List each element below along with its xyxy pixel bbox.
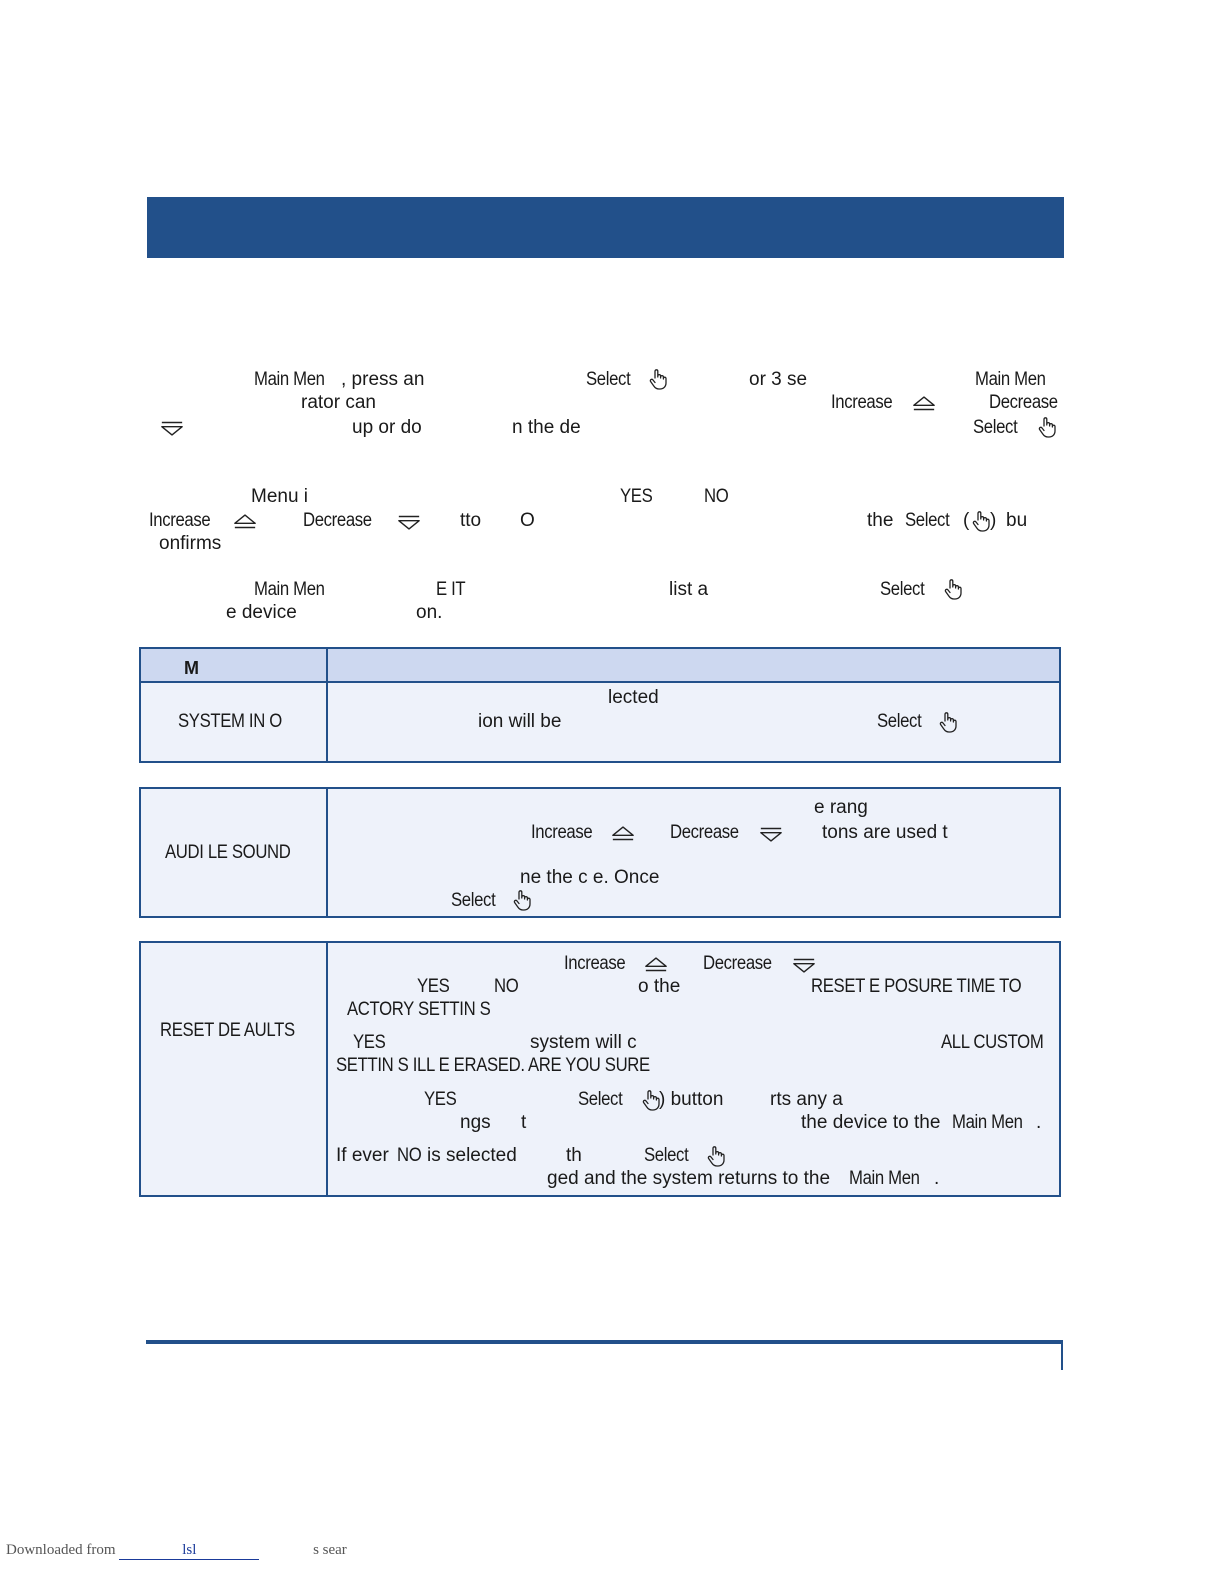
text-fragment: list a — [669, 579, 709, 600]
text-fragment: is selected — [427, 1145, 517, 1166]
text-fragment: ion will be — [478, 711, 562, 732]
text-fragment: bu — [1006, 510, 1028, 531]
table-header-divider — [326, 649, 328, 681]
text-fragment: or 3 se — [749, 369, 808, 390]
no-label: NO — [494, 976, 519, 997]
text-fragment: e rang — [814, 797, 868, 818]
down-arrow-icon — [160, 420, 184, 437]
increase-label: Increase — [531, 822, 593, 843]
pointing-hand-icon — [706, 1145, 726, 1167]
down-arrow-icon — [792, 957, 816, 974]
select-label: Select — [644, 1145, 689, 1166]
no-label: NO — [397, 1145, 422, 1166]
exit-label: E IT — [436, 579, 466, 600]
up-arrow-icon — [912, 395, 936, 412]
text-fragment: ( — [963, 510, 970, 531]
text-fragment: tto — [460, 510, 482, 531]
section-header-band — [147, 197, 1064, 258]
select-label: Select — [877, 711, 922, 732]
text-fragment: , press an — [341, 369, 425, 390]
text-fragment: th — [566, 1145, 582, 1166]
text-fragment: on. — [416, 602, 443, 623]
downloaded-from-text: Downloaded from — [6, 1542, 116, 1558]
up-arrow-icon — [233, 513, 257, 530]
increase-label: Increase — [831, 392, 893, 413]
up-arrow-icon — [611, 825, 635, 842]
text-fragment: . — [934, 1168, 940, 1189]
select-label: Select — [973, 417, 1018, 438]
text-fragment: rator can — [301, 392, 376, 413]
pointing-hand-icon — [648, 368, 668, 390]
text-fragment: O — [520, 510, 535, 531]
select-label: Select — [880, 579, 925, 600]
main-menu-label: Main Men — [254, 579, 325, 600]
yes-label: YES — [353, 1032, 386, 1053]
text-fragment: ne the c e. Once — [520, 867, 660, 888]
text-fragment: ) button — [659, 1089, 724, 1110]
select-label: Select — [586, 369, 631, 390]
pointing-hand-icon — [943, 578, 963, 600]
footer-rule-tick — [1061, 1340, 1063, 1370]
increase-label: Increase — [149, 510, 211, 531]
text-fragment: onfirms — [159, 533, 222, 554]
pointing-hand-icon — [512, 889, 532, 911]
pointing-hand-icon — [1037, 416, 1057, 438]
text-fragment: system will c — [530, 1032, 637, 1053]
footer-rule — [146, 1340, 1063, 1344]
text-fragment: t — [521, 1112, 527, 1133]
text-fragment: e device — [226, 602, 297, 623]
down-arrow-icon — [397, 514, 421, 531]
decrease-label: Decrease — [703, 953, 772, 974]
row-label-audible-sound: AUDI LE SOUND — [165, 842, 291, 863]
text-fragment: the — [867, 510, 894, 531]
decrease-label: Decrease — [670, 822, 739, 843]
text-fragment: tons are used t — [822, 822, 948, 843]
main-menu-label: Main Men — [254, 369, 325, 390]
text-fragment: ) — [990, 510, 997, 531]
download-source-line — [6, 1542, 347, 1560]
reset-prompt-text: ACTORY SETTIN S — [347, 999, 491, 1020]
select-label: Select — [905, 510, 950, 531]
yes-label: YES — [417, 976, 450, 997]
source-link[interactable]: lsl — [119, 1542, 259, 1560]
text-fragment: Menu i — [251, 486, 309, 507]
up-arrow-icon — [644, 956, 668, 973]
text-fragment: up or do — [352, 417, 422, 438]
text-fragment: . — [1036, 1112, 1042, 1133]
reset-defaults-table — [139, 941, 1061, 1197]
warning-text: ALL CUSTOM — [941, 1032, 1044, 1053]
text-fragment: ged and the system returns to the — [547, 1168, 831, 1189]
main-menu-label: Main Men — [849, 1168, 920, 1189]
text-fragment: the device to the — [801, 1112, 941, 1133]
text-fragment: lected — [608, 687, 659, 708]
table-label-cell — [141, 943, 328, 1195]
table-header-label: M — [184, 658, 199, 678]
select-label: Select — [578, 1089, 623, 1110]
no-label: NO — [704, 486, 729, 507]
pointing-hand-icon — [938, 711, 958, 733]
main-menu-label: Main Men — [952, 1112, 1023, 1133]
pointing-hand-icon — [971, 510, 991, 532]
main-menu-label: Main Men — [975, 369, 1046, 390]
audible-sound-table — [139, 787, 1061, 918]
down-arrow-icon — [759, 826, 783, 843]
text-fragment: If ever — [336, 1145, 389, 1166]
table-header-row — [141, 649, 1059, 683]
text-fragment: rts any a — [770, 1089, 843, 1110]
yes-label: YES — [424, 1089, 457, 1110]
reset-prompt-text: RESET E POSURE TIME TO — [811, 976, 1022, 997]
text-fragment: n the de — [512, 417, 581, 438]
system-info-table — [139, 647, 1061, 763]
decrease-label: Decrease — [989, 392, 1058, 413]
text-fragment: o the — [638, 976, 681, 997]
search-text-fragment: s sear — [313, 1542, 347, 1558]
decrease-label: Decrease — [303, 510, 372, 531]
warning-text: SETTIN S ILL E ERASED. ARE YOU SURE — [336, 1055, 650, 1076]
select-label: Select — [451, 890, 496, 911]
pointing-hand-icon — [641, 1089, 661, 1111]
row-label-reset-defaults: RESET DE AULTS — [160, 1020, 295, 1041]
yes-label: YES — [620, 486, 653, 507]
increase-label: Increase — [564, 953, 626, 974]
text-fragment: ngs — [460, 1112, 491, 1133]
row-label-system-info: SYSTEM IN O — [178, 711, 282, 732]
